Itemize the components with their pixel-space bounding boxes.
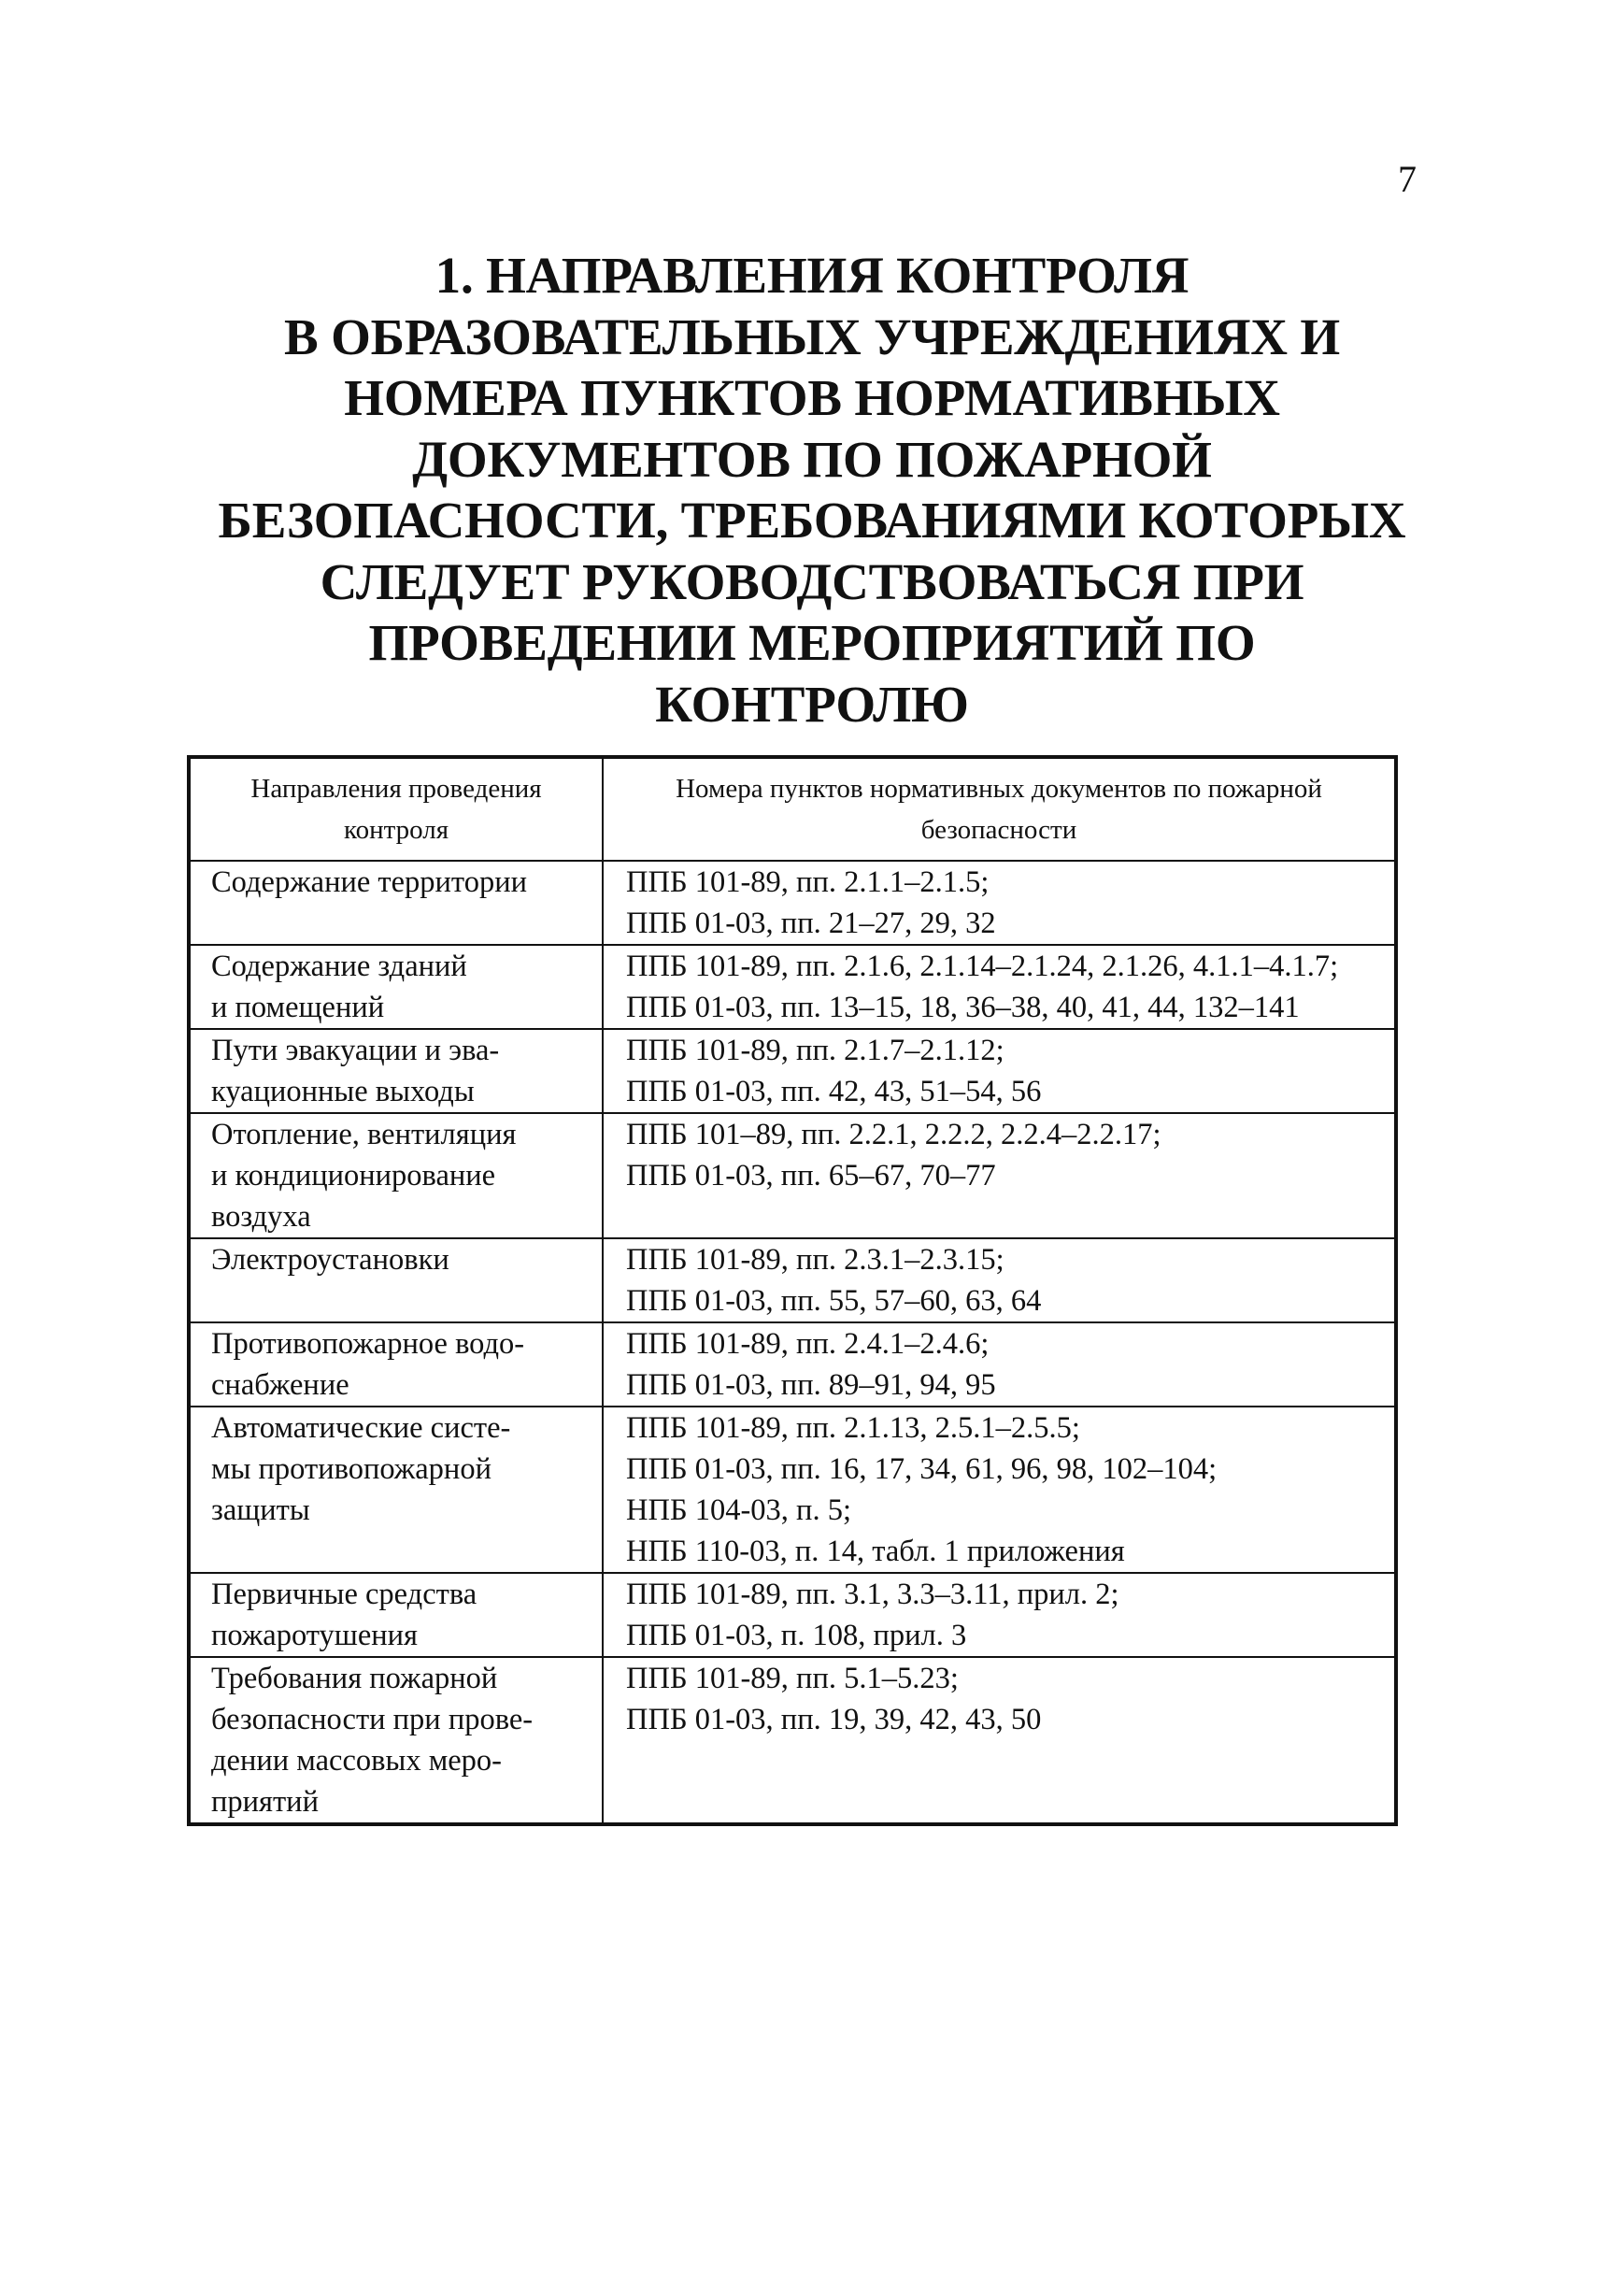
cell-line: ППБ 101-89, пп. 5.1–5.23;: [626, 1662, 959, 1695]
title-line: СЛЕДУЕТ РУКОВОДСТВОВАТЬСЯ ПРИ: [320, 552, 1304, 610]
cell-direction: [189, 1113, 603, 1238]
cell-line: Противопожарное водо-: [211, 1327, 525, 1361]
cell-direction: [189, 1029, 603, 1113]
table-row: [189, 1113, 1396, 1238]
cell-doc-items: [603, 1322, 1396, 1407]
cell-line: НПБ 110-03, п. 14, табл. 1 приложения: [626, 1535, 1125, 1568]
cell-line: дении массовых меро-: [211, 1744, 503, 1778]
title-line: КОНТРОЛЮ: [655, 675, 969, 733]
cell-line: ППБ 01-03, пп. 65–67, 70–77: [626, 1159, 996, 1193]
cell-line: ППБ 01-03, пп. 55, 57–60, 63, 64: [626, 1284, 1042, 1318]
cell-line: Отопление, вентиляция: [211, 1118, 517, 1151]
cell-line: снабжение: [211, 1368, 349, 1402]
cell-direction: [189, 1407, 603, 1573]
cell-line: безопасности при прове-: [211, 1703, 534, 1736]
page-title: [131, 245, 1493, 735]
cell-direction: [189, 1657, 603, 1824]
cell-line: Электроустановки: [211, 1243, 449, 1277]
cell-line: Требования пожарной: [211, 1662, 498, 1695]
cell-line: ППБ 01-03, пп. 89–91, 94, 95: [626, 1368, 996, 1402]
cell-line: Первичные средства: [211, 1578, 477, 1611]
table-row: [189, 1322, 1396, 1407]
table-row: [189, 1238, 1396, 1322]
header-line: Номера пунктов нормативных документов: [676, 774, 1167, 804]
cell-direction: [189, 1322, 603, 1407]
cell-line: и помещений: [211, 991, 385, 1024]
cell-line: ППБ 01-03, пп. 21–27, 29, 32: [626, 907, 996, 940]
cell-line: ППБ 01-03, пп. 42, 43, 51–54, 56: [626, 1075, 1042, 1108]
cell-line: куационные выходы: [211, 1075, 475, 1108]
cell-direction: [189, 945, 603, 1029]
title-line: В ОБРАЗОВАТЕЛЬНЫХ УЧРЕЖДЕНИЯХ И: [284, 307, 1340, 365]
cell-line: Содержание зданий: [211, 950, 467, 983]
title-line: БЕЗОПАСНОСТИ, ТРЕБОВАНИЯМИ КОТОРЫХ: [218, 492, 1406, 549]
cell-line: ППБ 01-03, пп. 13–15, 18, 36–38, 40, 41, 44, 132–141: [626, 991, 1300, 1024]
cell-doc-items: [603, 1573, 1396, 1657]
cell-line: ППБ 01-03, пп. 19, 39, 42, 43, 50: [626, 1703, 1042, 1736]
cell-line: ППБ 101-89, пп. 2.1.1–2.1.5;: [626, 865, 990, 899]
cell-direction: [189, 1573, 603, 1657]
cell-line: ППБ 101-89, пп. 2.1.7–2.1.12;: [626, 1034, 1004, 1067]
cell-line: ППБ 101–89, пп. 2.2.1, 2.2.2, 2.2.4–2.2.17;: [626, 1118, 1161, 1151]
cell-line: ППБ 101-89, пп. 2.1.6, 2.1.14–2.1.24, 2.1.26, 4.1.1–4.1.7;: [626, 950, 1339, 983]
cell-doc-items: [603, 861, 1396, 945]
cell-line: воздуха: [211, 1200, 311, 1234]
cell-line: мы противопожарной: [211, 1452, 491, 1486]
table-row: [189, 1657, 1396, 1824]
table-row: [189, 945, 1396, 1029]
cell-line: ППБ 101-89, пп. 2.1.13, 2.5.1–2.5.5;: [626, 1411, 1080, 1445]
cell-doc-items: [603, 945, 1396, 1029]
cell-line: пожаротушения: [211, 1619, 418, 1652]
cell-doc-items: [603, 1113, 1396, 1238]
cell-direction: [189, 861, 603, 945]
header-doc-items: [603, 757, 1396, 861]
title-line: НОМЕРА ПУНКТОВ НОРМАТИВНЫХ: [344, 369, 1280, 426]
controls-table: [187, 755, 1398, 1826]
cell-doc-items: [603, 1407, 1396, 1573]
header-line: по пожарной безопасности: [920, 774, 1322, 845]
header-directions: [189, 757, 603, 861]
table-row: [189, 1573, 1396, 1657]
cell-line: ППБ 101-89, пп. 2.3.1–2.3.15;: [626, 1243, 1004, 1277]
cell-line: и кондиционирование: [211, 1159, 496, 1193]
cell-line: ППБ 01-03, п. 108, прил. 3: [626, 1619, 967, 1652]
title-line: 1. НАПРАВЛЕНИЯ КОНТРОЛЯ: [434, 247, 1190, 304]
cell-line: ППБ 101-89, пп. 2.4.1–2.4.6;: [626, 1327, 990, 1361]
table-header-row: [189, 757, 1396, 861]
table-row: [189, 1029, 1396, 1113]
title-line: ПРОВЕДЕНИИ МЕРОПРИЯТИЙ ПО: [368, 614, 1256, 671]
cell-line: Автоматические систе-: [211, 1411, 511, 1445]
table-row: [189, 1407, 1396, 1573]
cell-line: Пути эвакуации и эва-: [211, 1034, 500, 1067]
cell-doc-items: [603, 1657, 1396, 1824]
header-line: Направления: [250, 774, 402, 804]
title-line: ДОКУМЕНТОВ ПО ПОЖАРНОЙ: [412, 430, 1212, 488]
cell-line: НПБ 104-03, п. 5;: [626, 1493, 851, 1527]
cell-line: ППБ 101-89, пп. 3.1, 3.3–3.11, прил. 2;: [626, 1578, 1119, 1611]
cell-line: приятий: [211, 1785, 319, 1819]
cell-direction: [189, 1238, 603, 1322]
table-row: [189, 861, 1396, 945]
cell-doc-items: [603, 1238, 1396, 1322]
header-line: проведения контроля: [343, 774, 542, 845]
cell-line: Содержание территории: [211, 865, 527, 899]
page-number: 7: [1398, 158, 1417, 200]
cell-line: ППБ 01-03, пп. 16, 17, 34, 61, 96, 98, 102–104;: [626, 1452, 1218, 1486]
cell-doc-items: [603, 1029, 1396, 1113]
cell-line: защиты: [211, 1493, 310, 1527]
